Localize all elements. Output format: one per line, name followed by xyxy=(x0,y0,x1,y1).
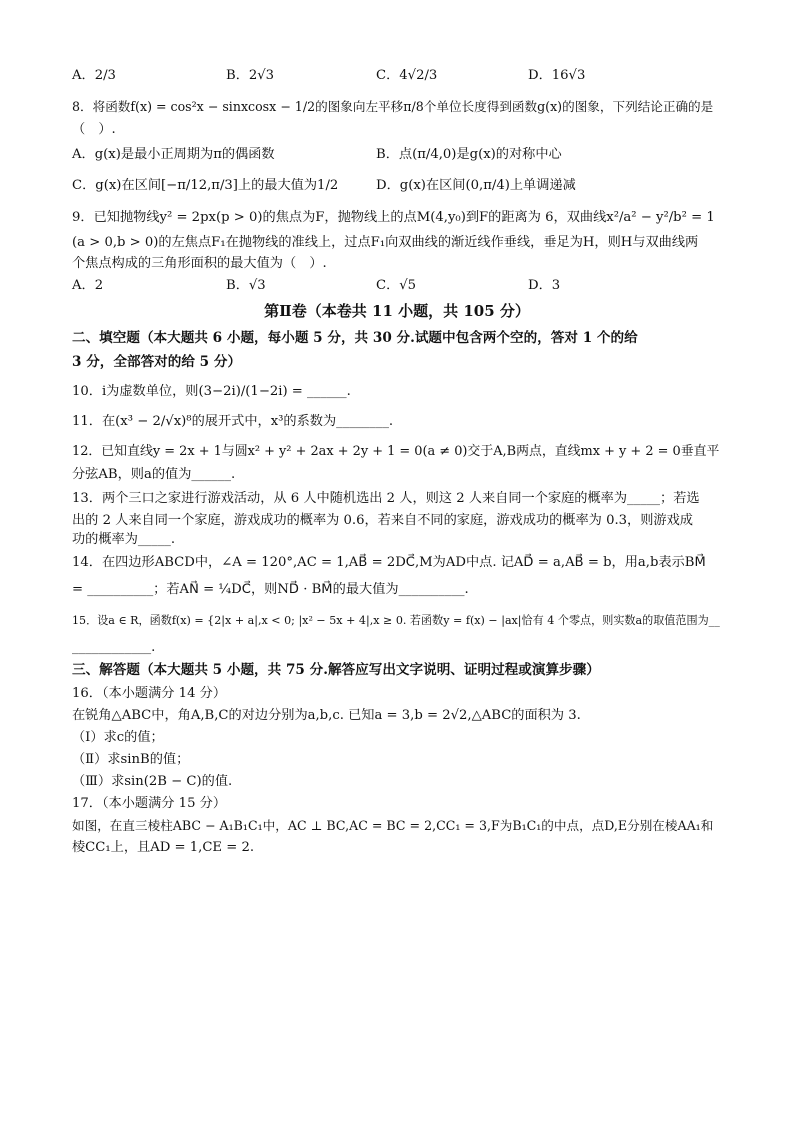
q9-line-3: 个焦点构成的三角形面积的最大值为（ ）. xyxy=(72,256,327,271)
q12-line-1: 12．已知直线y = 2x + 1与圆x² + y² + 2ax + 2y + 1 = 0(a ≠ 0)交于A,B两点，直线mx + y + 2 = 0垂直平 xyxy=(72,444,720,459)
q9-option-c: C．√5 xyxy=(376,278,417,293)
section-2-heading-cont: 3 分，全部答对的给 5 分） xyxy=(72,354,242,370)
q17-header: 17．（本小题满分 15 分） xyxy=(72,796,227,811)
q8-option-d: D．g(x)在区间(0,π/4)上单调递减 xyxy=(376,178,576,193)
q16-header: 16．（本小题满分 14 分） xyxy=(72,686,227,701)
q16-part-2: （Ⅱ）求sinB的值； xyxy=(72,752,190,767)
q16-part-1: （Ⅰ）求c的值； xyxy=(72,730,164,745)
q7-option-b: B．2√3 xyxy=(226,68,275,83)
q13-line-1: 13．两个三口之家进行游戏活动，从 6 人中随机选出 2 人，则这 2 人来自同一个家庭的概率为_____；若选 xyxy=(72,491,700,506)
q17-line-2: 棱CC₁上，且AD = 1,CE = 2. xyxy=(72,840,255,855)
q15-line-1: 15．设a ∈ R，函数f(x) = {2|x + a|,x < 0; |x² − 5x + 4|,x ≥ 0. 若函数y = f(x) − |ax|恰有 4 个零点，则实数a的取值范围为__ xyxy=(72,614,720,627)
q9-option-b: B．√3 xyxy=(226,278,266,293)
section-3-heading: 三、解答题（本大题共 5 小题，共 75 分.解答应写出文字说明、证明过程或演算步骤） xyxy=(72,662,600,678)
q7-option-d: D．16√3 xyxy=(528,68,586,83)
part-2-title: 第Ⅱ卷（本卷共 11 小题，共 105 分） xyxy=(264,302,530,320)
q16-stem: 在锐角△ABC中，角A,B,C的对边分别为a,b,c. 已知a = 3,b = 2√2,△ABC的面积为 3. xyxy=(72,708,581,723)
q14-line-2: = __________；若AN⃗ = ¼DC⃗，则ND⃗ · BM⃗的最大值为__________. xyxy=(72,582,469,597)
q8-stem-cont: （ ）. xyxy=(72,122,116,137)
q12-line-2: 分弦AB，则a的值为______. xyxy=(72,467,236,482)
q8-option-b: B．点(π/4,0)是g(x)的对称中心 xyxy=(376,147,562,162)
q8-stem: 8．将函数f(x) = cos²x − sinxcosx − 1/2的图象向左平移π/8个单位长度得到函数g(x)的图象，下列结论正确的是 xyxy=(72,99,714,114)
q14-line-1: 14．在四边形ABCD中，∠A = 120°,AC = 1,AB⃗ = 2DC⃗,M为AD中点. 记AD⃗ = a,AB⃗ = b，用a,b表示BM⃗ xyxy=(72,555,706,570)
q9-option-d: D．3 xyxy=(528,278,561,293)
q7-option-a: A．2/3 xyxy=(72,68,116,83)
q15-line-2: ____________. xyxy=(72,640,156,655)
q8-option-a: A．g(x)是最小正周期为π的偶函数 xyxy=(72,147,275,162)
q13-line-3: 功的概率为_____. xyxy=(72,532,176,547)
q17-line-1: 如图，在直三棱柱ABC − A₁B₁C₁中，AC ⊥ BC,AC = BC = 2,CC₁ = 3,F为B₁C₁的中点，点D,E分别在棱AA₁和 xyxy=(72,818,714,833)
q8-option-c: C．g(x)在区间[−π/12,π/3]上的最大值为1/2 xyxy=(72,178,339,193)
q10: 10．i为虚数单位，则(3−2i)/(1−2i) = ______. xyxy=(72,384,351,399)
q9-option-a: A．2 xyxy=(72,278,104,293)
q11: 11．在(x³ − 2/√x)⁸的展开式中，x³的系数为________. xyxy=(72,414,394,429)
q7-option-c: C．4√2/3 xyxy=(376,68,438,83)
section-2-heading: 二、填空题（本大题共 6 小题，每小题 5 分，共 30 分.试题中包含两个空的，答对 1 个的给 xyxy=(72,330,638,346)
q9-line-2: (a > 0,b > 0)的左焦点F₁在抛物线的准线上，过点F₁向双曲线的渐近线作垂线，垂足为H，则H与双曲线两 xyxy=(72,235,699,250)
q13-line-2: 出的 2 人来自同一个家庭，游戏成功的概率为 0.6，若来自不同的家庭，游戏成功的概率为 0.3，则游戏成 xyxy=(72,513,693,528)
q16-part-3: （Ⅲ）求sin(2B − C)的值. xyxy=(72,774,233,789)
q9-line-1: 9．已知抛物线y² = 2px(p > 0)的焦点为F，抛物线上的点M(4,y₀)到F的距离为 6，双曲线x²/a² − y²/b² = 1 xyxy=(72,210,715,225)
